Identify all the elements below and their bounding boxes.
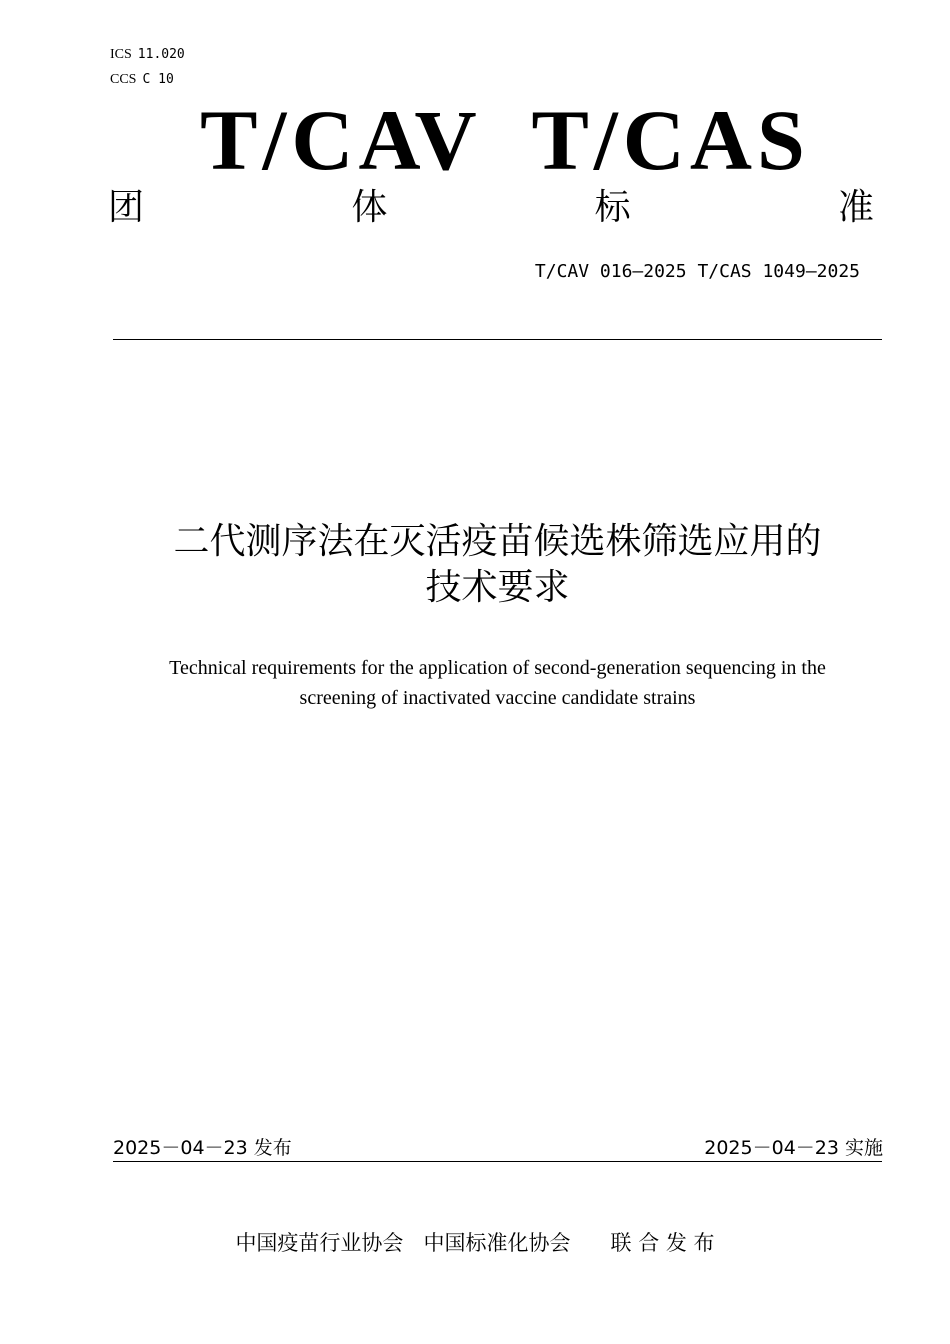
ccs-label: CCS — [110, 72, 137, 87]
publisher-name: 中国疫苗行业协会 — [235, 1231, 404, 1255]
standard-type-char: 体 — [351, 187, 388, 228]
title-chinese-line: 二代测序法在灭活疫苗候选株筛选应用的 — [173, 521, 822, 562]
publisher-line — [0, 1227, 950, 1257]
standard-type-char: 准 — [837, 187, 874, 228]
publish-label: 联 合 发 布 — [610, 1231, 715, 1255]
organization-logo: T/CAV T/CAS — [200, 92, 810, 188]
ccs-code: C 10 — [142, 72, 174, 87]
ccs-line — [110, 72, 174, 88]
ics-code: 11.020 — [137, 47, 185, 62]
top-divider — [113, 339, 882, 340]
issue-date: 2025－04－23 发布 — [113, 1137, 292, 1159]
title-chinese — [100, 519, 895, 611]
bottom-divider — [113, 1161, 882, 1162]
standard-type-char: 团 — [108, 187, 145, 228]
title-english — [100, 653, 895, 713]
ics-label: ICS — [110, 47, 132, 62]
ics-line — [110, 47, 185, 63]
implementation-date: 2025－04－23 实施 — [704, 1137, 883, 1159]
standard-type-char: 标 — [594, 187, 631, 228]
standard-type — [108, 186, 874, 230]
title-english-line: screening of inactivated vaccine candidate strains — [299, 687, 696, 709]
title-chinese-line: 技术要求 — [425, 567, 570, 608]
title-english-line: Technical requirements for the application of second-generation sequencing in the — [169, 657, 826, 679]
standard-number: T/CAV 016—2025 T/CAS 1049—2025 — [534, 261, 860, 282]
publisher-name: 中国标准化协会 — [423, 1231, 571, 1255]
